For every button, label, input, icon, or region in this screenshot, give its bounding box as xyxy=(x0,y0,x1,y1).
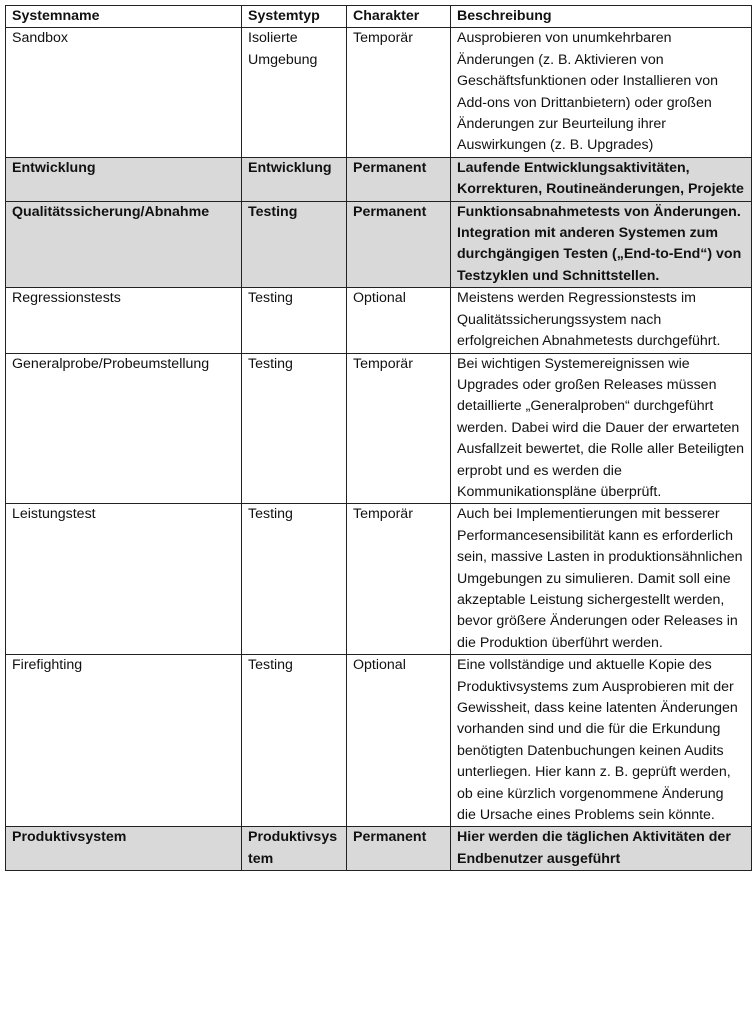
cell-systemname: Regressionstests xyxy=(6,288,242,353)
cell-charakter: Temporär xyxy=(347,504,451,655)
cell-charakter: Permanent xyxy=(347,827,451,871)
cell-systemname: Leistungstest xyxy=(6,504,242,655)
table-row xyxy=(6,157,752,201)
cell-systemname: Generalprobe/Probeumstellung xyxy=(6,353,242,504)
cell-charakter: Optional xyxy=(347,288,451,353)
cell-charakter: Permanent xyxy=(347,201,451,288)
cell-beschreibung: Meistens werden Regressionstests im Qualitätssicherungssystem nach erfolgreichen Abnahmetests durchgeführt. xyxy=(451,288,752,353)
table-row xyxy=(6,655,752,827)
cell-systemtyp: Testing xyxy=(242,504,347,655)
table-row xyxy=(6,288,752,353)
cell-beschreibung: Hier werden die täglichen Aktivitäten der Endbenutzer ausgeführt xyxy=(451,827,752,871)
cell-systemtyp: Isolierte Umgebung xyxy=(242,28,347,157)
cell-beschreibung: Laufende Entwicklungsaktivitäten, Korrekturen, Routineänderungen, Projekte xyxy=(451,157,752,201)
cell-beschreibung: Funktionsabnahmetests von Änderungen. Integration mit anderen Systemen zum durchgängigen Testen („End-to-End“) von Testzyklen und Schnittstellen. xyxy=(451,201,752,288)
cell-systemtyp: Produktivsystem xyxy=(242,827,347,871)
cell-charakter: Permanent xyxy=(347,157,451,201)
table-row xyxy=(6,504,752,655)
table-row xyxy=(6,201,752,288)
cell-charakter: Temporär xyxy=(347,353,451,504)
cell-systemtyp: Entwicklung xyxy=(242,157,347,201)
cell-systemname: Entwicklung xyxy=(6,157,242,201)
cell-systemtyp: Testing xyxy=(242,353,347,504)
header-beschreibung: Beschreibung xyxy=(451,6,752,28)
cell-beschreibung: Ausprobieren von unumkehrbaren Änderungen (z. B. Aktivieren von Geschäftsfunktionen oder Installieren von Add-ons von Drittanbietern) oder großen Änderungen zur Beurteilung ihrer Auswirkungen (z. B. Upgrades) xyxy=(451,28,752,157)
cell-beschreibung: Auch bei Implementierungen mit besserer Performancesensibilität kann es erforderlich sein, massive Lasten in produktionsähnlichen Umgebungen zu simulieren. Damit soll eine akzeptable Leistung sichergestellt werden, bevor größere Änderungen oder Releases in die Produktion überführt werden. xyxy=(451,504,752,655)
cell-beschreibung: Eine vollständige und aktuelle Kopie des Produktivsystems zum Ausprobieren mit der Gewissheit, dass keine latenten Änderungen vorhanden sind und die für die Erkundung benötigten Datenbuchungen keinen Audits unterliegen. Hier kann z. B. geprüft werden, ob eine kürzlich vorgenommene Änderung die Ursache eines Problems sein könnte. xyxy=(451,655,752,827)
table-row xyxy=(6,353,752,504)
table-row xyxy=(6,28,752,157)
cell-systemname: Firefighting xyxy=(6,655,242,827)
header-systemtyp: Systemtyp xyxy=(242,6,347,28)
cell-systemtyp: Testing xyxy=(242,288,347,353)
cell-charakter: Temporär xyxy=(347,28,451,157)
cell-beschreibung: Bei wichtigen Systemereignissen wie Upgrades oder großen Releases müssen detaillierte „Generalproben“ durchgeführt werden. Dabei wird die Dauer der erwarteten Ausfallzeit bewertet, die Rolle aller Beteiligten erprobt und es werden die Kommunikationspläne überprüft. xyxy=(451,353,752,504)
cell-systemtyp: Testing xyxy=(242,655,347,827)
cell-systemtyp: Testing xyxy=(242,201,347,288)
header-charakter: Charakter xyxy=(347,6,451,28)
table-header-row xyxy=(6,6,752,28)
table-row xyxy=(6,827,752,871)
system-landscape-table xyxy=(5,5,752,871)
cell-charakter: Optional xyxy=(347,655,451,827)
cell-systemname: Produktivsystem xyxy=(6,827,242,871)
cell-systemname: Sandbox xyxy=(6,28,242,157)
header-systemname: Systemname xyxy=(6,6,242,28)
cell-systemname: Qualitätssicherung/Abnahme xyxy=(6,201,242,288)
